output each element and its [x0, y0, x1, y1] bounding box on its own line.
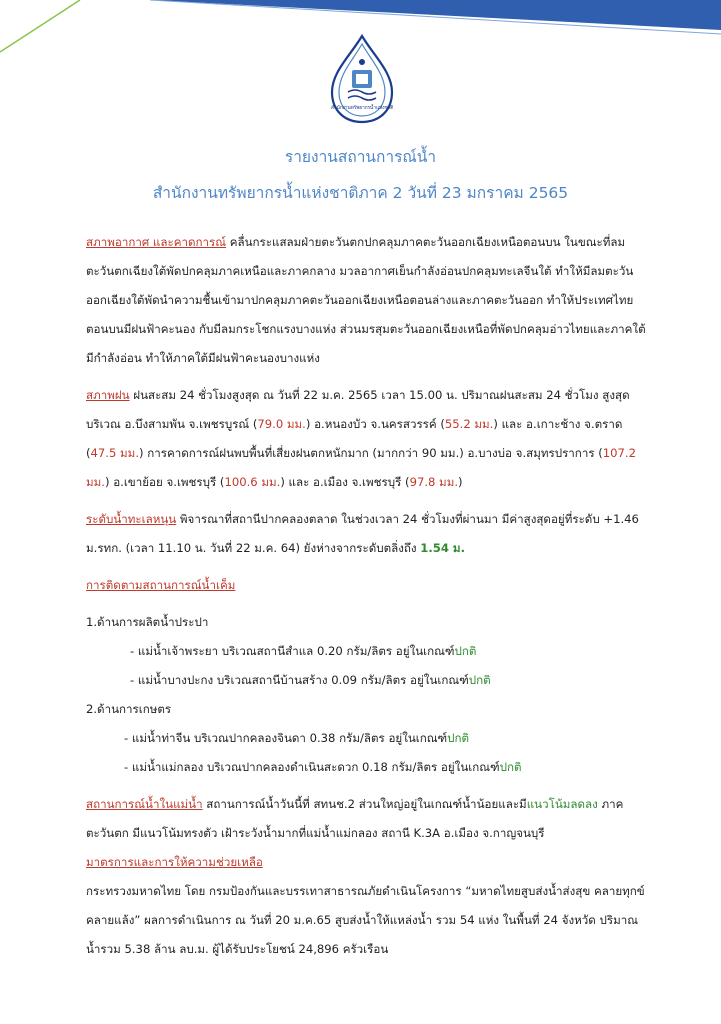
logo-caption: สำนักงานทรัพยากรน้ำแห่งชาติ: [330, 105, 394, 111]
salinity-item-text: - แม่น้ำบางปะกง บริเวณสถานีบ้านสร้าง 0.09 กรัม/ลิตร อยู่ในเกณฑ์: [130, 673, 469, 687]
river-text: สถานการณ์น้ำวันนี้ที่ สทนช.2 ส่วนใหญ่อยู่ในเกณฑ์น้ำน้อยและมี: [202, 797, 527, 811]
measures-text: กระทรวงมหาดไทย โดย กรมป้องกันและบรรเทาสาธารณภัยดำเนินโครงการ “มหาดไทยสูบส่งน้ำส่งสุข คลายทุกข์ คลายแล้ง” ผลการดำเนินการ ณ วันที่ 20 ม.ค.65 สูบส่งน้ำให้แหล่งน้ำ รวม 54 แห่ง ในพื้นที่ 24 จังหวัด ปริมาณน้ำรวม 5.38 ล้าน ลบ.ม. ผู้ได้รับประโยชน์ 24,896 ครัวเรือน: [86, 884, 645, 956]
rain-value: 79.0 มม.: [257, 417, 306, 431]
measures-heading-row: [86, 848, 646, 877]
rain-value: 47.5 มม.: [90, 446, 140, 460]
rain-text: ) และ อ.เกาะช้าง จ.ตราด (: [86, 417, 623, 460]
rain-text: ): [458, 475, 463, 489]
sea-level-text: พิจารณาที่สถานีปากคลองตลาด ในช่วงเวลา 24 ชั่วโมงที่ผ่านมา มีค่าสูงสุดอยู่ที่ระดับ +1.46 ม.รทก. (เวลา 11.10 น. วันที่ 22 ม.ค. 64) ยังห่างจากระดับตลิ่งถึง: [86, 512, 639, 555]
rain-value: 55.2 มม.: [444, 417, 494, 431]
salinity-sec1-label: 1.ด้านการผลิตน้ำประปา: [86, 615, 209, 629]
salinity-item: [86, 637, 646, 666]
rain-value: 100.6 มม.: [224, 475, 281, 489]
rain-text: ฝนสะสม 24 ชั่วโมงสูงสุด ณ วันที่ 22 ม.ค. 2565 เวลา 15.00 น. ปริมาณฝนสะสม 24 ชั่วโมง สูงสุดบริเวณ อ.บึงสามพัน จ.เพชรบูรณ์ (: [86, 388, 630, 431]
salinity-heading-row: [86, 571, 646, 600]
measures-heading: มาตรการและการให้ความช่วยเหลือ: [86, 855, 263, 869]
agency-logo: [322, 34, 402, 126]
salinity-item-text: - แม่น้ำเจ้าพระยา บริเวณสถานีสำแล 0.20 กรัม/ลิตร อยู่ในเกณฑ์: [130, 644, 455, 658]
report-title: รายงานสถานการณ์น้ำ: [284, 148, 437, 166]
rain-text: ) และ อ.เมือง จ.เพชรบุรี (: [280, 475, 410, 489]
salinity-sec2-label: 2.ด้านการเกษตร: [86, 702, 172, 716]
rain-text: ) การคาดการณ์ฝนพบพื้นที่เสี่ยงฝนตกหนักมาก (มากกว่า 90 มม.) อ.บางบ่อ จ.สมุทรปราการ (: [139, 446, 603, 460]
sea-level-heading: ระดับน้ำทะเลหนุน: [86, 512, 177, 526]
rain-value: 97.8 มม.: [409, 475, 459, 489]
weather-heading: สภาพอากาศ และคาดการณ์: [86, 235, 227, 249]
salinity-item: [86, 724, 646, 753]
rain-section: [86, 381, 646, 497]
salinity-status: ปกติ: [447, 731, 470, 745]
salinity-item-text: - แม่น้ำท่าจีน บริเวณปากคลองจินดา 0.38 กรัม/ลิตร อยู่ในเกณฑ์: [124, 731, 448, 745]
salinity-status: ปกติ: [454, 644, 477, 658]
rain-text: ) อ.หนองบัว จ.นครสวรรค์ (: [305, 417, 445, 431]
salinity-status: ปกติ: [468, 673, 491, 687]
bank-margin-value: 1.54 ม.: [420, 541, 465, 555]
salinity-item: [86, 753, 646, 782]
salinity-status: ปกติ: [499, 760, 522, 774]
river-text: ภาคตะวันตก มีแนวโน้มทรงตัว เฝ้าระวังน้ำมากที่แม่น้ำแม่กลอง สถานี K.3A อ.เมือง จ.กาญจนบุรี: [86, 797, 624, 840]
rain-text: ) อ.เขาย้อย จ.เพชรบุรี (: [104, 475, 225, 489]
rain-heading: สภาพฝน: [86, 388, 130, 402]
report-subtitle: สำนักงานทรัพยากรน้ำแห่งชาติภาค 2 วันที่ 23 มกราคม 2565: [152, 184, 569, 202]
rain-value: 107.2 มม.: [86, 446, 636, 489]
water-drop-emblem-icon: [322, 34, 402, 126]
salinity-item: [86, 666, 646, 695]
report-body: [86, 228, 646, 964]
sea-level-section: [86, 505, 646, 563]
salinity-item-text: - แม่น้ำแม่กลอง บริเวณปากคลองดำเนินสะดวก 0.18 กรัม/ลิตร อยู่ในเกณฑ์: [124, 760, 500, 774]
salinity-heading: การติดตามสถานการณ์น้ำเค็ม: [86, 578, 236, 592]
weather-section: [86, 228, 646, 373]
weather-text: คลื่นกระแสลมฝ่ายตะวันตกปกคลุมภาคตะวันออกเฉียงเหนือตอนบน ในขณะที่ลมตะวันตกเฉียงใต้พัดปกคลุมภาคเหนือและภาคกลาง มวลอากาศเย็นกำลังอ่อนปกคลุมทะเลจีนใต้ ทำให้มีลมตะวันออกเฉียงใต้พัดนำความชื้นเข้ามาปกคลุมภาคตะวันออกเฉียงเหนือตอนล่างและภาคตะวันออก ทำให้ประเทศไทยตอนบนมีฝนฟ้าคะนอง กับมีลมกระโชกแรงบางแห่ง ส่วนมรสุมตะวันออกเฉียงเหนือที่พัดปกคลุมอ่าวไทยและภาคใต้มีกำลังอ่อน ทำให้ภาคใต้มีฝนฟ้าคะนองบางแห่ง: [86, 235, 646, 365]
river-trend: แนวโน้มลดลง: [526, 797, 598, 811]
river-heading: สถานการณ์น้ำในแม่น้ำ: [86, 797, 203, 811]
river-section: [86, 790, 646, 848]
